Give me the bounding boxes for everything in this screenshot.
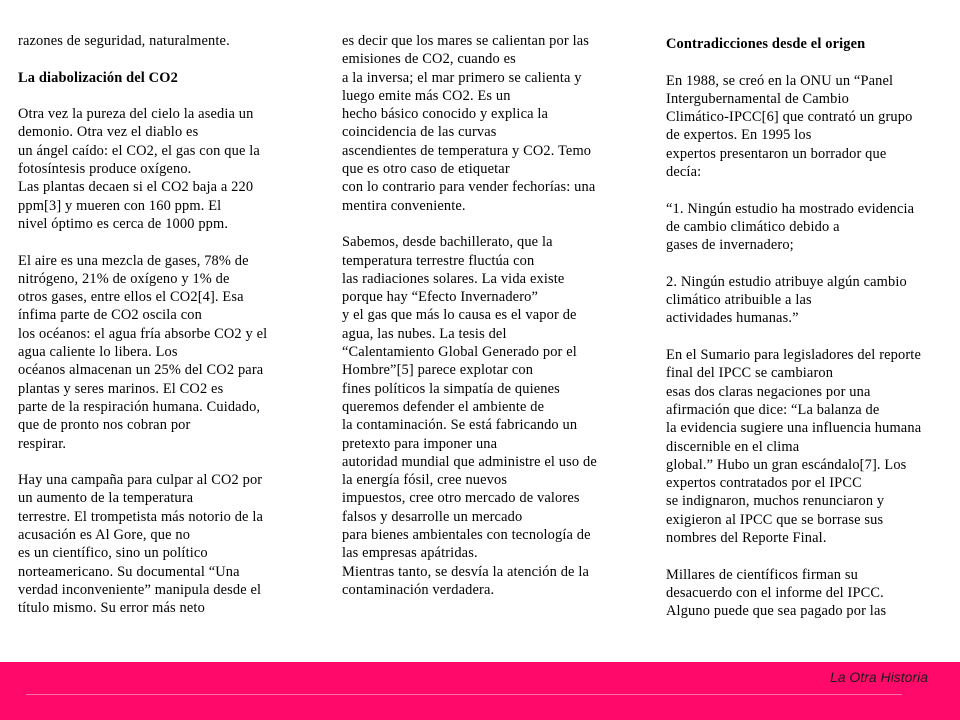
text-line: afirmación que dice: “La balanza de — [666, 401, 880, 418]
text-line: 2. Ningún estudio atribuye algún cambio — [666, 273, 907, 290]
paragraph — [18, 32, 318, 50]
text-line: las empresas apátridas. — [342, 545, 478, 562]
text-line: pretexto para imponer una — [342, 435, 498, 452]
text-line: queremos defender el ambiente de — [342, 398, 545, 415]
paragraph — [18, 471, 318, 617]
text-line: climático atribuible a las — [666, 292, 812, 309]
text-line: coincidencia de las curvas — [342, 124, 497, 141]
text-line: temperatura terrestre fluctúa con — [342, 252, 535, 269]
paragraph — [18, 252, 318, 453]
text-line: acusación es Al Gore, que no — [18, 527, 191, 544]
text-line: fotosíntesis produce oxígeno. — [18, 161, 192, 178]
text-line: Climático-IPCC[6] que contrató un grupo — [666, 109, 913, 126]
paragraph — [666, 200, 954, 255]
text-line: la energía fósil, cree nuevos — [342, 472, 508, 489]
text-line: a la inversa; el mar primero se calienta y — [342, 69, 582, 86]
paragraph — [666, 346, 954, 547]
text-line: un aumento de la temperatura — [18, 490, 194, 507]
text-line: Millares de científicos firman su — [666, 566, 858, 583]
text-line: razones de seguridad, naturalmente. — [18, 33, 230, 49]
text-line: gases de invernadero; — [666, 237, 794, 254]
text-column-1 — [18, 32, 318, 618]
text-column-2 — [342, 32, 642, 599]
text-line: nombres del Reporte Final. — [666, 530, 827, 547]
text-line: de expertos. En 1995 los — [666, 127, 812, 144]
text-line: título mismo. Su error más neto — [18, 600, 205, 617]
paragraph — [666, 273, 954, 328]
text-line: es decir que los mares se calientan por las — [342, 33, 590, 49]
text-line: impuestos, cree otro mercado de valores — [342, 490, 580, 507]
text-line: exigieron al IPCC que se borrase sus — [666, 511, 884, 528]
text-line: La diabolización del CO2 — [18, 69, 178, 86]
paragraph — [666, 72, 954, 182]
text-line: esas dos claras negaciones por una — [666, 383, 871, 400]
paragraph-gap — [342, 215, 642, 233]
text-line: Intergubernamental de Cambio — [666, 90, 849, 107]
paragraph-gap — [18, 50, 318, 68]
text-line: con lo contrario para vender fechorías: una — [342, 179, 596, 196]
text-line: agua, las nubes. La tesis del — [342, 325, 507, 342]
paragraph — [342, 32, 642, 215]
text-line: expertos presentaron un borrador que — [666, 145, 887, 162]
text-line: expertos contratados por el IPCC — [666, 475, 862, 492]
text-line: mentira conveniente. — [342, 197, 466, 214]
section-heading — [666, 35, 954, 53]
text-line: final del IPCC se cambiaron — [666, 365, 834, 382]
text-line: para bienes ambientales con tecnología de — [342, 527, 591, 544]
text-line: Sabemos, desde bachillerato, que la — [342, 234, 553, 251]
text-line: océanos almacenan un 25% del CO2 para — [18, 362, 264, 379]
paragraph — [18, 105, 318, 233]
text-line: nitrógeno, 21% de oxígeno y 1% de — [18, 270, 230, 287]
text-line: parte de la respiración humana. Cuidado, — [18, 398, 261, 415]
text-line: es un científico, sino un político — [18, 545, 208, 562]
text-line: un ángel caído: el CO2, el gas con que la — [18, 142, 260, 159]
paragraph-gap — [666, 255, 954, 273]
text-line: decía: — [666, 164, 702, 181]
text-line: que es otro caso de etiquetar — [342, 161, 510, 178]
paragraph-gap — [18, 453, 318, 471]
text-line: hecho básico conocido y explica la — [342, 106, 549, 123]
text-line: la contaminación. Se está fabricando un — [342, 417, 578, 434]
text-line: Hombre”[5] parece explotar con — [342, 362, 534, 379]
text-line: El aire es una mezcla de gases, 78% de — [18, 252, 249, 269]
text-line: Las plantas decaen si el CO2 baja a 220 — [18, 179, 254, 196]
text-line: verdad inconveniente” manipula desde el — [18, 581, 262, 598]
paragraph-gap — [666, 181, 954, 199]
text-line: global.” Hubo un gran escándalo[7]. Los — [666, 456, 907, 473]
paragraph-gap — [18, 87, 318, 105]
text-line: emisiones de CO2, cuando es — [342, 51, 516, 68]
text-line: porque hay “Efecto Invernadero” — [342, 289, 539, 306]
text-line: otros gases, entre ellos el CO2[4]. Esa — [18, 289, 244, 306]
text-line: autoridad mundial que administre el uso de — [342, 453, 597, 470]
footer-bar — [0, 662, 960, 720]
text-line: Hay una campaña para culpar al CO2 por — [18, 472, 263, 489]
text-line: los océanos: el agua fría absorbe CO2 y el — [18, 325, 268, 342]
text-line: que de pronto nos cobran por — [18, 417, 191, 434]
text-column-3 — [666, 32, 954, 621]
text-line: ppm[3] y mueren con 160 ppm. El — [18, 197, 222, 214]
text-line: falsos y desarrolle un mercado — [342, 508, 523, 525]
text-line: Contradicciones desde el origen — [666, 36, 866, 52]
paragraph-gap — [666, 547, 954, 565]
text-line: discernible en el clima — [666, 438, 800, 455]
text-line: fines políticos la simpatía de quienes — [342, 380, 560, 397]
paragraph-gap — [666, 53, 954, 71]
text-line: y el gas que más lo causa es el vapor de — [342, 307, 577, 324]
text-line: agua caliente lo libera. Los — [18, 344, 178, 361]
text-line: En el Sumario para legisladores del reporte — [666, 347, 921, 364]
paragraph — [342, 233, 642, 599]
text-line: plantas y seres marinos. El CO2 es — [18, 380, 224, 397]
text-line: ascendientes de temperatura y CO2. Temo — [342, 142, 592, 159]
paragraph — [666, 566, 954, 621]
text-line: se indignaron, muchos renunciaron y — [666, 493, 885, 510]
text-line: Otra vez la pureza del cielo la asedia un — [18, 106, 254, 123]
text-line: norteamericano. Su documental “Una — [18, 563, 240, 580]
text-line: ínfima parte de CO2 oscila con — [18, 307, 202, 324]
text-line: las radiaciones solares. La vida existe — [342, 270, 565, 287]
paragraph-gap — [666, 328, 954, 346]
text-line: de cambio climático debido a — [666, 218, 840, 235]
section-heading — [18, 69, 318, 87]
footer-divider — [26, 694, 902, 695]
text-line: “1. Ningún estudio ha mostrado evidencia — [666, 200, 915, 217]
text-line: respirar. — [18, 435, 67, 452]
text-line: nivel óptimo es cerca de 1000 ppm. — [18, 215, 229, 232]
text-line: Mientras tanto, se desvía la atención de la — [342, 563, 590, 580]
text-line: Alguno puede que sea pagado por las — [666, 603, 887, 620]
text-line: contaminación verdadera. — [342, 581, 495, 598]
paragraph-gap — [18, 233, 318, 251]
text-line: terrestre. El trompetista más notorio de la — [18, 508, 264, 525]
footer-title: La Otra Historia — [829, 669, 928, 685]
text-line: actividades humanas.” — [666, 310, 799, 327]
text-line: desacuerdo con el informe del IPCC. — [666, 584, 884, 601]
text-line: la evidencia sugiere una influencia humana — [666, 420, 922, 437]
text-line: luego emite más CO2. Es un — [342, 87, 511, 104]
text-line: demonio. Otra vez el diablo es — [18, 124, 199, 141]
text-line: “Calentamiento Global Generado por el — [342, 344, 577, 361]
text-line: En 1988, se creó en la ONU un “Panel — [666, 72, 894, 89]
